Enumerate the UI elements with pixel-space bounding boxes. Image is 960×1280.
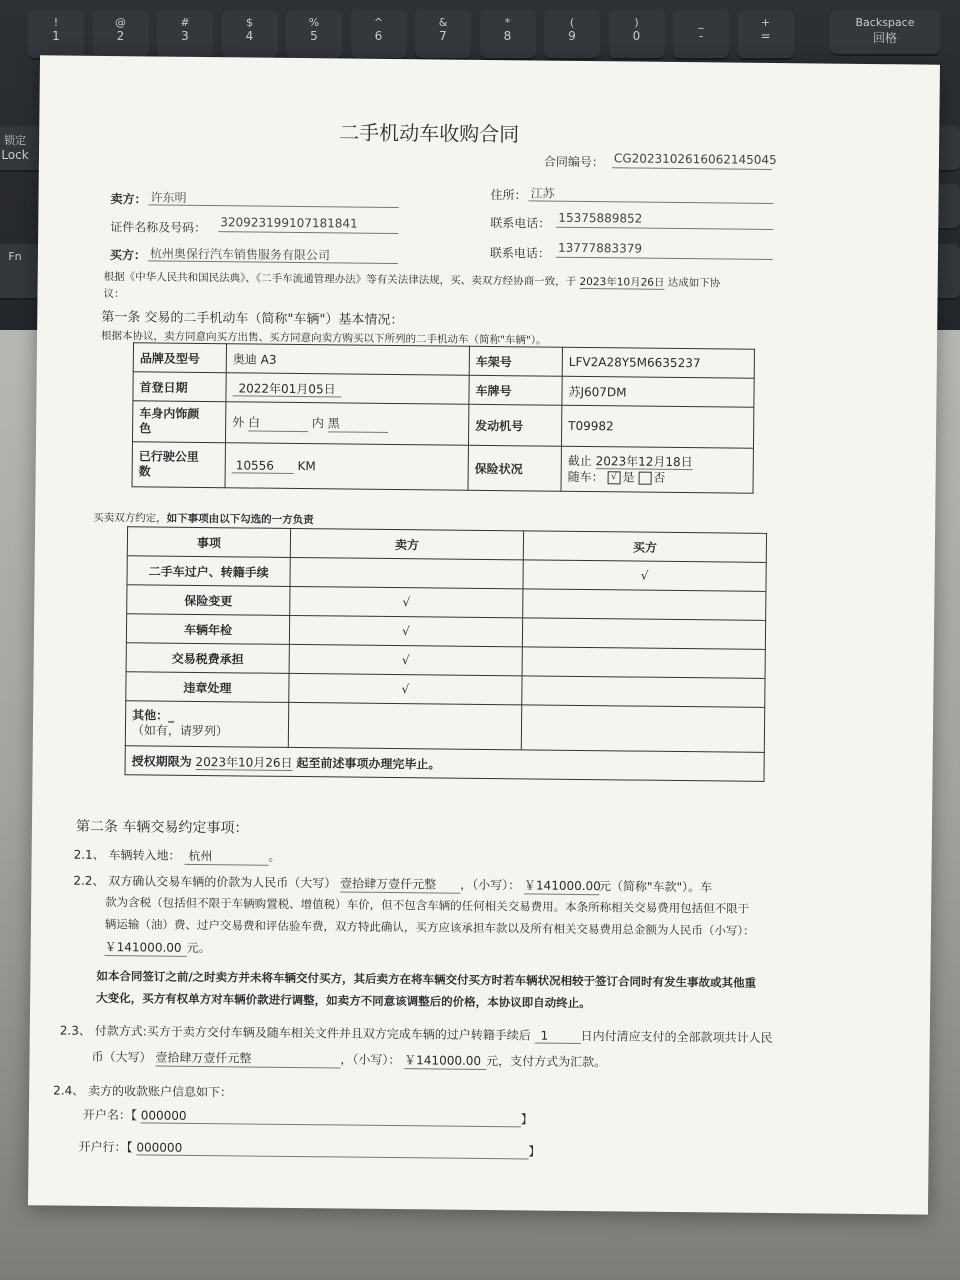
other-cell: 其他：_ （如有，请罗列） [125,701,288,748]
article-1-desc: 根据本协议，卖方同意向买方出售、买方同意向卖方购买以下所列的二手机动车（简称"车辆"）。 [101,329,547,347]
account-name-row: 开户名：【 000000 】 [82,1107,533,1127]
price-lowercase: ￥141000.00 [523,878,601,894]
resp-buyer: √ [523,560,766,592]
seller-name: 许东明 [150,190,187,205]
price-uppercase: 壹拾肆万壹仟元整 [340,874,460,893]
fn-key: Fn [0,244,50,300]
resp-item: 车辆年检 [126,614,289,645]
transfer-city: 杭州 [184,847,268,866]
mileage-cell: 10556 KM [225,443,468,491]
insurance-cell: 截止 2023年12月18日 随车： √ 是 否 [561,446,753,493]
seller-phone-label: 联系电话： [490,216,551,231]
resp-seller: √ [289,615,522,646]
section-2-2-line-4: ￥141000.00 元。 [104,940,211,956]
lock-key: 锁定 Lock [0,126,50,172]
account-name: 000000 [141,1108,521,1127]
page-title: 二手机动车收购合同 [339,120,520,147]
account-bank: 000000 [136,1140,528,1159]
payment-uppercase: 壹拾肆万壹仟元整 [155,1049,340,1069]
seller-address: 江苏 [530,186,555,201]
resp-seller: √ [289,644,522,675]
resp-buyer [523,589,766,621]
engine-label: 发动机号 [468,404,561,446]
section-2-3-line-1: 2.3、 付款方式:买方于卖方交付车辆及随车相关文件并且双方完成车辆的过户转籍手续后 1 日内付清应支付的全部款项共计人民 [59,1023,773,1046]
responsibility-intro: 买卖双方约定，如下事项由以下勾选的一方负责 [93,511,314,527]
address-label: 住所： [490,188,527,203]
mileage-value: 10556 [232,458,294,474]
engine-value: T09982 [561,405,753,448]
intro-date: 2023年10月26日 [579,275,665,289]
resp-seller: √ [290,586,523,617]
id-label: 证件名称及号码： [110,220,207,236]
number-key: ) 0 [609,10,665,60]
vehicle-info-table [132,342,755,494]
buyer-label: 买方： [109,248,147,263]
number-key: % 5 [286,10,342,60]
interior-color: 黑 [328,414,388,433]
vin-value: LFV2A28Y5M6635237 [562,347,754,378]
number-key: @ 2 [93,10,149,60]
number-key: & 7 [415,10,471,60]
payment-lowercase: ￥141000.00 [404,1051,486,1070]
exterior-color: 白 [248,413,308,432]
payment-days: 1 [535,1029,581,1044]
buyer-name: 杭州奥保行汽车销售服务有限公司 [149,246,331,263]
insurance-until: 2023年12月18日 [595,454,693,470]
plate-label: 车牌号 [469,375,562,405]
number-key: # 3 [157,10,213,60]
checkbox-yes: √ [607,471,620,484]
section-2-2-line-1: 2.2、 双方确认交易车辆的价款为人民币（大写） 壹拾肆万壹仟元整 ，（小写）： ￥141000.00元（简称"车款"）。车 [73,873,713,895]
reg-date-value: 2022年01月05日 [232,381,341,397]
col-seller: 卖方 [290,528,523,559]
article-2-title: 第二条 车辆交易约定事项： [75,818,249,837]
article-1-title: 第一条 交易的二手机动车（简称"车辆"）基本情况： [101,309,404,329]
col-buyer: 买方 [523,531,766,563]
resp-buyer [522,647,765,679]
contract-no: CG2023102616062145045 [613,151,777,168]
section-2-1: 2.1、 车辆转入地： 杭州 。 [73,847,281,864]
seller-label: 卖方： [110,192,147,207]
seller-id-no: 320923199107181841 [220,215,358,231]
section-2-4: 2.4、 卖方的收款账户信息如下： [53,1083,233,1100]
seller-phone: 15375889852 [558,210,643,226]
number-key: * 8 [480,10,536,60]
resp-item: 二手车过户、转籍手续 [127,556,290,587]
plate-value: 苏J607DM [562,376,754,407]
number-key: ! 1 [28,10,84,60]
checkbox-no [638,472,651,485]
resp-seller [290,557,523,588]
vin-label: 车架号 [469,346,562,376]
col-item: 事项 [127,527,290,558]
number-key: ^ 6 [351,10,407,60]
reg-date-label: 首登日期 [133,372,226,402]
resp-item: 交易税费承担 [126,643,289,674]
responsibility-table [124,526,767,782]
contract-no-label: 合同编号： [543,154,605,170]
model-value: 奥迪 A3 [226,344,469,376]
section-2-2-line-2: 款为含税（包括但不限于车辆购置税、增值税）车价，但不包含车辆的任何相关交易费用。本条所称相关交易费用包括但不限于 [105,895,750,916]
section-2-3-line-2: 币（大写） 壹拾肆万壹仟元整 ，（小写）： ￥141000.00 元，支付方式为汇款。 [91,1049,607,1070]
insurance-label: 保险状况 [468,445,561,491]
resp-buyer [522,676,765,708]
number-key: + = [738,10,794,60]
number-key: _ - [673,10,729,60]
intro-line: 根据《中华人民共和国民法典》、《二手车流通管理办法》等有关法律法规，买、卖双方经协商一致，于 2023年10月26日 达成如下协 [103,270,721,290]
number-key: ( 9 [544,10,600,60]
buyer-phone-label: 联系电话： [489,246,551,261]
adjustment-clause-2: 大变化，买方有权单方对车辆价款进行调整，如卖方不同意该调整后的价格，本协议即自动终止。 [96,990,591,1011]
section-2-2-line-3: 辆运输（油）费、过户交易费和评估验车费，双方特此确认，买方应该承担车款以及所有相关交易费用总金额为人民币（小写）： [104,917,755,938]
intro-line-2: 议： [103,287,125,301]
total-amount: ￥141000.00 [105,938,187,957]
color-label: 车身内饰颜 色 [132,401,225,443]
adjustment-clause-1: 如本合同签订之前/之时卖方并未将车辆交付买方，其后卖方在将车辆交付买方时若车辆状况相较于签订合同时有发生事故或其他重 [96,968,757,990]
buyer-phone: 13777883379 [557,240,643,256]
auth-period: 授权期限为 2023年10月26日 起至前述事项办理完毕止。 [125,746,764,782]
model-label: 品牌及型号 [133,343,226,373]
auth-date: 2023年10月26日 [195,754,293,770]
resp-seller: √ [289,673,522,704]
backspace-key: Backspace 回格 [830,10,940,56]
account-bank-row: 开户行：【 000000 】 [78,1139,541,1159]
mileage-label: 已行驶公里 数 [132,442,225,488]
color-value: 外 白 内 黑 [225,402,468,446]
number-key: $ 4 [222,10,278,60]
contract-paper [28,55,940,1214]
resp-item: 保险变更 [127,585,290,616]
resp-item: 违章处理 [126,672,289,703]
resp-buyer [522,618,765,650]
